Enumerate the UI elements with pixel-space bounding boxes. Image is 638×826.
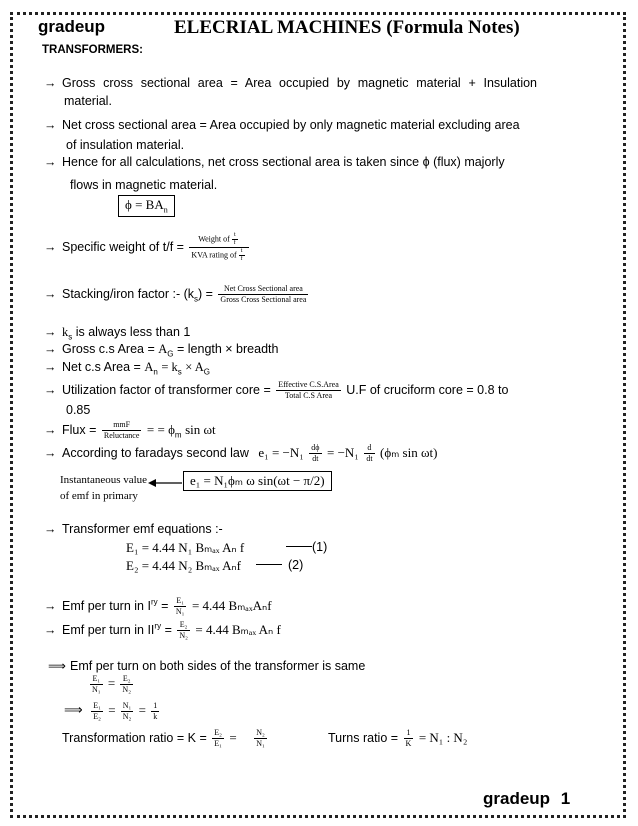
text-label: = (164, 622, 172, 637)
text-sup: ry (154, 621, 162, 631)
text-label: ) = (198, 286, 213, 301)
frac-den: KVA rating of (191, 250, 237, 260)
bullet-net-cs-area (44, 360, 210, 377)
bullet-faraday (44, 443, 437, 464)
fraction (309, 443, 321, 464)
frac-den: N₂ (179, 631, 188, 640)
frac-num: E₂ (120, 674, 133, 685)
frac-den: Total C.S Area (284, 391, 333, 400)
frac-num: 1 (404, 728, 414, 739)
equation-e1: E₁ = 4.44 N₁ Bₘₐₓ Aₙ f (126, 540, 245, 555)
page-title: ELECRIAL MACHINES (Formula Notes) (174, 17, 520, 38)
bullet-emf-per-turn-primary (44, 596, 272, 617)
frac-num: t (239, 248, 245, 256)
frac-num: Weight of (198, 234, 230, 244)
frac-num: dϕ (311, 443, 320, 452)
frac-num: mmF (102, 420, 142, 431)
frac-den: k (153, 712, 158, 721)
symbol: = k (161, 360, 178, 374)
formula-sub: n (163, 205, 168, 215)
equation-ratio-1 (88, 674, 135, 695)
bullet-specific-weight (44, 232, 251, 263)
right-arrow-icon: → (44, 155, 57, 169)
page-number: 1 (560, 789, 571, 808)
frac-den: N₁ (256, 739, 265, 748)
text-line: material. (64, 94, 112, 108)
formula-text: = 4.44 BₘₐₓAₙf (191, 597, 272, 613)
text-label: = length × breadth (176, 342, 279, 356)
frac-num: d (364, 443, 374, 454)
right-arrow-icon: → (44, 342, 57, 356)
right-arrow-icon: → (44, 422, 57, 437)
fraction (91, 701, 103, 722)
bullet-net-area (44, 118, 520, 132)
text-label: Gross c.s Area = (62, 342, 155, 356)
page-border (10, 12, 626, 818)
symbol-sub: s (68, 332, 73, 342)
text-line: is always less than 1 (75, 325, 191, 339)
right-arrow-icon: → (44, 522, 57, 536)
formula-text: = = ϕ (146, 421, 175, 437)
frac-num: E₁ (174, 596, 187, 607)
fraction (212, 728, 224, 749)
fraction (404, 728, 414, 749)
bullet-flux (44, 420, 216, 441)
text-label: Emf per turn in I (62, 598, 151, 613)
text-label: Emf per turn in II (62, 622, 155, 637)
fraction (218, 284, 308, 305)
formula-box-flux-density (118, 195, 175, 217)
symbol: × A (185, 360, 204, 374)
symbol-sub: G (167, 349, 174, 359)
note-line: Instantaneous value (60, 474, 148, 486)
symbol: A (144, 360, 154, 374)
text-line: flows in magnetic material. (70, 178, 218, 192)
text-label: Transformation ratio = K = (62, 730, 207, 745)
formula-text: e₁ = −N₁ (258, 444, 304, 460)
frac-den: N₁ (92, 685, 101, 694)
frac-num: E₁ (93, 701, 101, 710)
right-arrow-icon: → (44, 76, 57, 90)
frac-num: N₂ (256, 728, 265, 737)
frac-den: dt (312, 454, 319, 463)
equation-tag: (2) (288, 558, 304, 572)
frac-den: N₂ (122, 685, 131, 694)
text-sub: s (194, 294, 198, 304)
text-label: Utilization factor of transformer core = (62, 382, 271, 397)
footer-brand: gradeup (483, 789, 551, 808)
text-label: Specific weight of t/f = (62, 239, 184, 254)
text-sup: ry (150, 597, 158, 607)
turns-ratio (328, 728, 467, 749)
formula-text: (ϕₘ sin ωt) (380, 444, 438, 460)
frac-num: t (232, 232, 238, 240)
equals-sign: = (108, 702, 116, 718)
symbol-sub: G (203, 367, 210, 377)
text-label: Flux = (62, 422, 97, 437)
bullet-emf-per-turn-secondary (44, 620, 281, 641)
bullet-gross-area (44, 76, 537, 90)
text-label: Turns ratio = (328, 730, 399, 745)
fraction (121, 701, 134, 722)
frac-den: f (240, 256, 243, 262)
equation-tag: (1) (312, 540, 328, 554)
fraction (364, 443, 374, 464)
bullet-stacking-factor (44, 284, 310, 305)
equation-leader-line (256, 564, 282, 565)
header-brand: gradeup (38, 17, 106, 36)
fraction (239, 248, 245, 263)
fraction (232, 232, 238, 247)
implies-icon: ⟹ (64, 702, 83, 718)
implies-icon: ⟹ (48, 659, 66, 673)
right-arrow-icon: → (44, 445, 57, 460)
formula-text: ϕ = BA (125, 197, 164, 212)
frac-num: E₂ (177, 620, 190, 631)
fraction (120, 674, 133, 695)
text-line: Emf per turn on both sides of the transformer is same (70, 659, 366, 673)
text-line: of insulation material. (66, 138, 185, 152)
footer (483, 789, 570, 809)
bullet-utilization-factor (44, 380, 508, 401)
text-label: Transformer emf equations :- (62, 522, 223, 536)
fraction (254, 728, 267, 749)
fraction (189, 232, 248, 263)
text-line: Net cross sectional area = Area occupied by only magnetic material excluding area (62, 118, 520, 132)
note-instantaneous (60, 472, 147, 504)
fraction (90, 674, 103, 695)
symbol-sub: n (153, 367, 158, 377)
fraction (276, 380, 341, 401)
equals-sign: = (229, 729, 237, 745)
fraction (177, 620, 190, 641)
frac-den: f (233, 240, 236, 246)
section-title: TRANSFORMERS: (42, 44, 143, 56)
note-line: of emf in primary (60, 490, 138, 502)
frac-num: Net Cross Sectional area (218, 284, 308, 295)
text-label: Stacking/iron factor :- (k (62, 286, 194, 301)
text-line: 0.85 (66, 403, 91, 417)
frac-num: 1 (153, 701, 158, 710)
text-line: Gross cross sectional area = Area occupied by magnetic material + Insulation (62, 76, 537, 90)
frac-den: E₁ (214, 739, 222, 748)
text-label: U.F of cruciform core = 0.8 to (346, 382, 509, 397)
frac-num: E₂ (214, 728, 222, 737)
frac-den: K (405, 739, 412, 748)
symbol: k (62, 325, 69, 339)
frac-den: E₂ (93, 712, 101, 721)
equals-sign: = (107, 675, 116, 691)
right-arrow-icon: → (44, 382, 57, 397)
equals-sign: = (138, 702, 146, 718)
text-label: According to faradays second law (62, 445, 249, 460)
formula-text: sin ωt (185, 421, 216, 437)
symbol-sub: s (177, 367, 182, 377)
frac-den: Gross Cross Sectional area (220, 295, 307, 304)
frac-den: dt (366, 454, 373, 463)
fraction (151, 701, 159, 722)
formula-text: = N₁ : N₂ (418, 729, 468, 745)
text-label: = (161, 598, 169, 613)
frac-num: E₁ (90, 674, 103, 685)
equation-e2: E₂ = 4.44 N₂ Bₘₐₓ Aₙf (126, 558, 242, 573)
right-arrow-icon: → (44, 239, 57, 254)
right-arrow-icon: → (44, 325, 57, 339)
right-arrow-icon: → (44, 118, 57, 132)
formula-text: = 4.44 Bₘₐₓ Aₙ f (195, 621, 281, 637)
bullet-emf-equations (44, 522, 223, 536)
bullet-gross-cs-area (44, 342, 278, 359)
symbol: A (158, 342, 168, 356)
frac-num: N₁ (122, 701, 132, 710)
statement-same-emf (48, 658, 365, 673)
right-arrow-icon: → (44, 598, 57, 613)
right-arrow-icon: → (44, 286, 57, 301)
fraction (102, 420, 142, 441)
bullet-net-area-used (44, 155, 505, 169)
formula-sub: m (174, 430, 182, 440)
text-line: Hence for all calculations, net cross sectional area is taken since ϕ (flux) majorly (62, 155, 505, 169)
equation-leader-line (286, 546, 312, 547)
frac-den: N₂ (122, 712, 132, 721)
transformation-ratio (62, 728, 269, 749)
text-label: Net c.s Area = (62, 360, 141, 374)
left-arrow-icon (148, 476, 184, 490)
formula-box-emf-primary: e₁ = N₁ϕₘ ω sin(ωt − π/2) (183, 471, 332, 491)
fraction (174, 596, 187, 617)
formula-text: = −N₁ (326, 444, 359, 460)
right-arrow-icon: → (44, 622, 57, 637)
frac-den: N₁ (175, 607, 185, 616)
frac-num: Effective C.S.Area (278, 380, 339, 389)
equation-ratio-2 (64, 701, 161, 722)
frac-den: Reluctance (103, 431, 140, 440)
right-arrow-icon: → (44, 360, 57, 374)
bullet-ks (44, 325, 190, 342)
